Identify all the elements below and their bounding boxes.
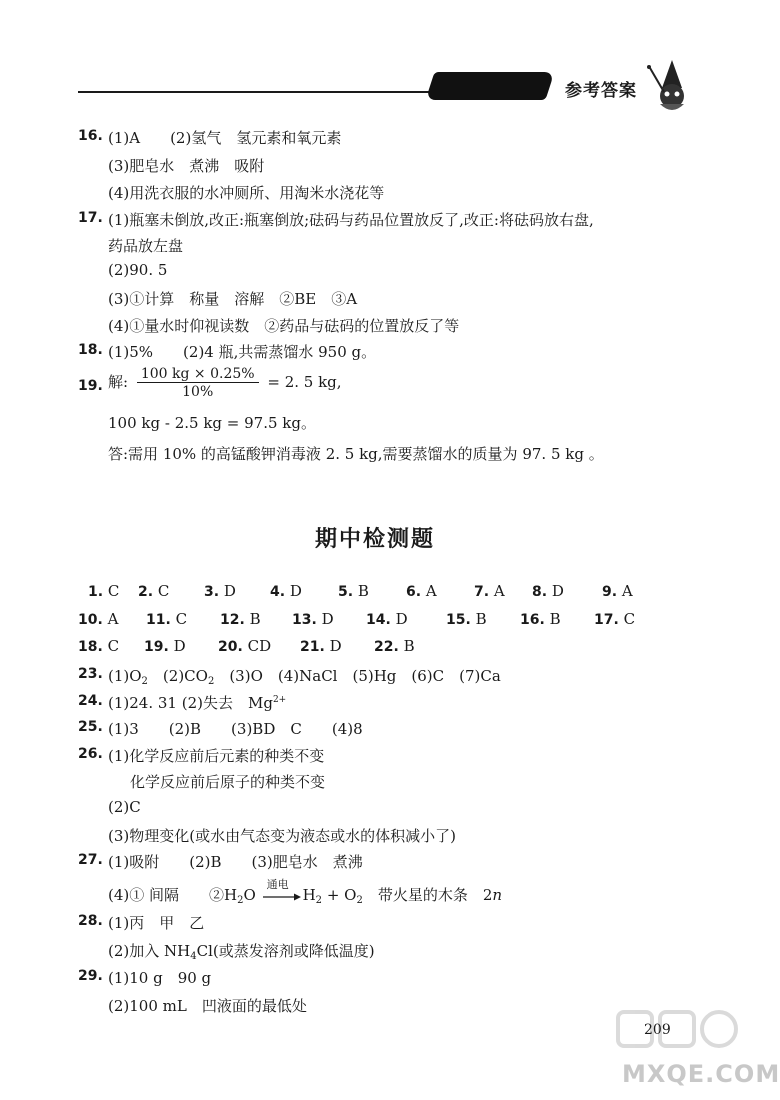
mc-item-number: 15. bbox=[446, 612, 471, 628]
page-number: 209 bbox=[644, 1022, 671, 1038]
mc-item-answer: C bbox=[623, 610, 636, 628]
mc-item-number: 18. bbox=[78, 639, 103, 655]
mc-row-1 bbox=[88, 582, 648, 604]
q27-part-b: O bbox=[243, 886, 256, 904]
q28-number: 28. bbox=[78, 913, 103, 929]
mc-item-answer: B bbox=[249, 610, 261, 628]
mc-item-answer: C bbox=[157, 582, 170, 600]
q19-number: 19. bbox=[78, 378, 103, 394]
q23-part3: (3)O (4)NaCl (5)Hg (6)C (7)Ca bbox=[214, 667, 501, 685]
mc-item-number: 17. bbox=[594, 612, 619, 628]
mc-item-answer: D bbox=[289, 582, 302, 600]
q19-prefix: 解: bbox=[108, 373, 129, 391]
mc-item-answer: D bbox=[173, 637, 186, 655]
q23-part2-subscript: 2 bbox=[207, 676, 215, 687]
mc-item-number: 6. bbox=[406, 584, 422, 600]
mc-item-answer: C bbox=[175, 610, 188, 628]
q17-line2: 药品放左盘 bbox=[108, 237, 184, 255]
mc-item-answer: A bbox=[493, 582, 505, 600]
q27-part-d: + O bbox=[322, 886, 357, 904]
q27-line1: (1)吸附 (2)B (3)肥皂水 煮沸 bbox=[108, 853, 363, 871]
watermark-text: MXQE.COM bbox=[622, 1060, 780, 1088]
q17-number: 17. bbox=[78, 210, 103, 226]
reaction-arrow bbox=[261, 878, 303, 904]
mc-item-number: 8. bbox=[532, 584, 548, 600]
mc-item-number: 19. bbox=[144, 639, 169, 655]
reaction-condition: 通电 bbox=[266, 878, 289, 891]
q23-line bbox=[108, 665, 501, 687]
mc-item-number: 20. bbox=[218, 639, 243, 655]
q18-number: 18. bbox=[78, 342, 103, 358]
q18-line1: (1)5% (2)4 瓶,共需蒸馏水 950 g。 bbox=[108, 343, 377, 361]
mc-item-number: 5. bbox=[338, 584, 354, 600]
q24-line bbox=[108, 692, 286, 713]
mc-item-number: 2. bbox=[138, 584, 154, 600]
q19-fraction bbox=[137, 366, 259, 400]
q27-line2 bbox=[108, 878, 503, 906]
q28-line2 bbox=[108, 940, 375, 962]
q27-part-a: (4)① 间隔 ②H bbox=[108, 886, 238, 904]
q27-part-e: 带火星的木条 2 bbox=[362, 886, 493, 904]
q25-line: (1)3 (2)B (3)BD C (4)8 bbox=[108, 720, 363, 738]
mc-item-number: 1. bbox=[88, 584, 104, 600]
q23-part1: (1)O bbox=[108, 667, 142, 685]
q26-number: 26. bbox=[78, 746, 103, 762]
mc-item-number: 21. bbox=[300, 639, 325, 655]
q24-superscript: 2+ bbox=[272, 695, 287, 705]
q19-line2: 100 kg - 2.5 kg = 97.5 kg。 bbox=[108, 414, 316, 432]
q27-part-c-subscript: 2 bbox=[315, 895, 323, 906]
q16-number: 16. bbox=[78, 128, 103, 144]
q27-part-c: H bbox=[302, 886, 316, 904]
mc-item-answer: B bbox=[549, 610, 561, 628]
q16-line1: (1)A (2)氢气 氢元素和氧元素 bbox=[108, 129, 342, 147]
q24-text: (1)24. 31 (2)失去 Mg bbox=[108, 694, 273, 712]
wizard-mascot-icon bbox=[642, 58, 702, 116]
q17-line1: (1)瓶塞未倒放,改正:瓶塞倒放;砝码与药品位置放反了,改正:将砝码放右盘, bbox=[108, 211, 594, 229]
q28-part-a-subscript: 4 bbox=[190, 951, 197, 962]
mc-item-number: 13. bbox=[292, 612, 317, 628]
q28-part-a: (2)加入 NH bbox=[108, 942, 191, 960]
q26-line4: (3)物理变化(或水由气态变为液态或水的体积减小了) bbox=[108, 827, 456, 845]
mc-item-number: 14. bbox=[366, 612, 391, 628]
q17-line5: (4)①量水时仰视读数 ②药品与砝码的位置放反了等 bbox=[108, 317, 460, 335]
mc-item-answer: A bbox=[107, 610, 119, 628]
header-band bbox=[425, 72, 554, 100]
q29-line1: (1)10 g 90 g bbox=[108, 969, 212, 987]
q23-number: 23. bbox=[78, 666, 103, 682]
q26-line1: (1)化学反应前后元素的种类不变 bbox=[108, 747, 325, 765]
mc-item-answer: A bbox=[425, 582, 437, 600]
mc-item-answer: D bbox=[223, 582, 236, 600]
mc-item-number: 12. bbox=[220, 612, 245, 628]
mc-item-number: 3. bbox=[204, 584, 220, 600]
q26-line2: 化学反应前后原子的种类不变 bbox=[130, 773, 326, 791]
mc-item-answer: D bbox=[395, 610, 408, 628]
q19-fraction-denominator: 10% bbox=[182, 384, 214, 400]
section-title: 期中检测题 bbox=[314, 527, 435, 552]
mc-item-answer: B bbox=[475, 610, 487, 628]
mc-item-answer: D bbox=[551, 582, 564, 600]
q28-part-b: Cl(或蒸发溶剂或降低温度) bbox=[196, 942, 375, 960]
header-title: 参考答案 bbox=[565, 81, 637, 101]
q19-answer: 答:需用 10% 的高锰酸钾消毒液 2. 5 kg,需要蒸馏水的质量为 97. 5 kg 。 bbox=[108, 445, 604, 463]
mc-item-answer: CD bbox=[247, 637, 272, 655]
mc-item-number: 4. bbox=[270, 584, 286, 600]
mc-item-number: 9. bbox=[602, 584, 618, 600]
q23-part1-subscript: 2 bbox=[141, 676, 148, 687]
mc-item-number: 22. bbox=[374, 639, 399, 655]
q16-line2: (3)肥皂水 煮沸 吸附 bbox=[108, 157, 265, 175]
q16-line3: (4)用洗衣服的水冲厕所、用淘米水浇花等 bbox=[108, 184, 385, 202]
q24-number: 24. bbox=[78, 693, 103, 709]
mc-item-number: 7. bbox=[474, 584, 490, 600]
mc-item-number: 16. bbox=[520, 612, 545, 628]
header-rule bbox=[78, 91, 450, 93]
mc-item-answer: A bbox=[621, 582, 633, 600]
q25-number: 25. bbox=[78, 719, 103, 735]
mc-item-answer: D bbox=[329, 637, 342, 655]
q17-line4: (3)①计算 称量 溶解 ②BE ③A bbox=[108, 290, 358, 308]
mc-item-answer: D bbox=[321, 610, 334, 628]
q19-result: = 2. 5 kg, bbox=[267, 373, 342, 391]
q27-part-d-subscript: 2 bbox=[356, 895, 363, 906]
q27-number: 27. bbox=[78, 852, 103, 868]
q23-part2: (2)CO bbox=[147, 667, 208, 685]
q29-line2: (2)100 mL 凹液面的最低处 bbox=[108, 997, 307, 1015]
mc-row-2 bbox=[78, 610, 648, 632]
q29-number: 29. bbox=[78, 968, 103, 984]
q27-variable-n: n bbox=[492, 886, 503, 904]
q17-line3: (2)90. 5 bbox=[108, 261, 168, 279]
mc-row-3 bbox=[78, 637, 648, 659]
q19-equation bbox=[108, 366, 342, 400]
mc-item-answer: C bbox=[107, 582, 120, 600]
q19-fraction-numerator: 100 kg × 0.25% bbox=[137, 366, 259, 383]
mc-item-answer: B bbox=[403, 637, 415, 655]
mc-item-number: 11. bbox=[146, 612, 171, 628]
q26-line3: (2)C bbox=[108, 798, 141, 816]
q27-part-a-subscript: 2 bbox=[237, 895, 244, 906]
q28-line1: (1)丙 甲 乙 bbox=[108, 914, 205, 932]
mc-item-answer: C bbox=[107, 637, 120, 655]
mc-item-answer: B bbox=[357, 582, 369, 600]
mc-item-number: 10. bbox=[78, 612, 103, 628]
